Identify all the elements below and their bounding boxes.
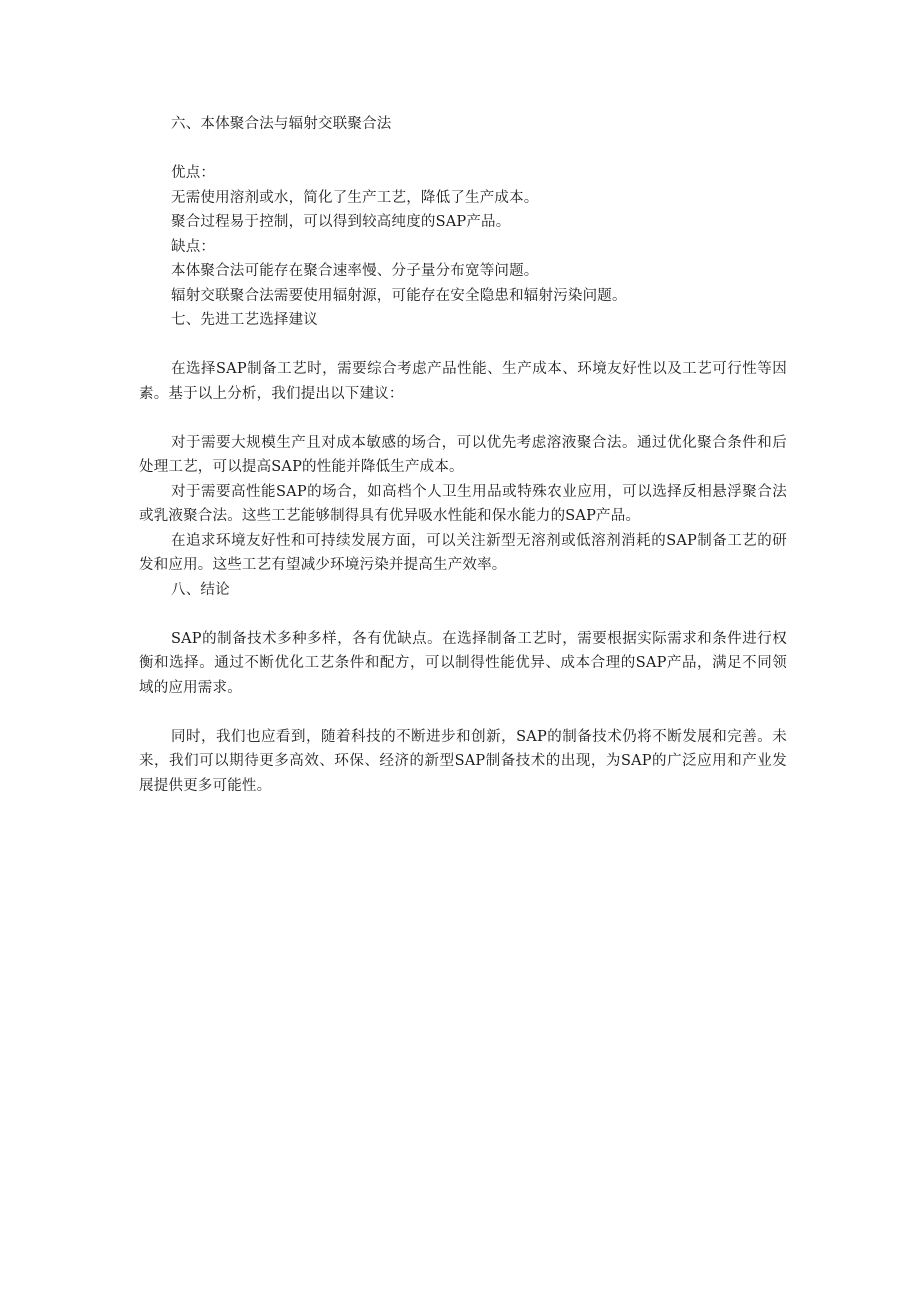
suggestion-paragraph: 在追求环境友好性和可持续发展方面，可以关注新型无溶剂或低溶剂消耗的SAP制备工艺的研发和应用。这些工艺有望减少环境污染并提高生产效率。 xyxy=(139,532,787,573)
conclusion-paragraph: 同时，我们也应看到，随着科技的不断进步和创新，SAP的制备技术仍将不断发展和完善。未来，我们可以期待更多高效、环保、经济的新型SAP制备技术的出现，为SAP的广泛应用和产业发展提供更多可能性。 xyxy=(139,728,787,794)
cons-item: 本体聚合法可能存在聚合速率慢、分子量分布宽等问题。 xyxy=(171,263,539,279)
section-6-heading: 六、本体聚合法与辐射交联聚合法 xyxy=(171,116,392,132)
conclusion-paragraph: SAP的制备技术多种多样，各有优缺点。在选择制备工艺时，需要根据实际需求和条件进行权衡和选择。通过不断优化工艺条件和配方，可以制得性能优异、成本合理的SAP产品，满足不同领域的应用需求。 xyxy=(139,630,787,696)
suggestion-paragraph: 对于需要高性能SAP的场合，如高档个人卫生用品或特殊农业应用，可以选择反相悬浮聚合法或乳液聚合法。这些工艺能够制得具有优异吸水性能和保水能力的SAP产品。 xyxy=(139,483,787,524)
section-7-intro: 在选择SAP制备工艺时，需要综合考虑产品性能、生产成本、环境友好性以及工艺可行性等因素。基于以上分析，我们提出以下建议： xyxy=(139,361,787,402)
pros-item: 无需使用溶剂或水，简化了生产工艺，降低了生产成本。 xyxy=(171,189,539,206)
cons-item: 辐射交联聚合法需要使用辐射源，可能存在安全隐患和辐射污染问题。 xyxy=(171,287,627,304)
cons-label: 缺点： xyxy=(171,238,216,255)
pros-label: 优点： xyxy=(171,165,216,181)
suggestion-paragraph: 对于需要大规模生产且对成本敏感的场合，可以优先考虑溶液聚合法。通过优化聚合条件和后处理工艺，可以提高SAP的性能并降低生产成本。 xyxy=(139,434,787,475)
section-8-heading: 八、结论 xyxy=(171,581,230,598)
document-body xyxy=(139,112,787,798)
pros-item: 聚合过程易于控制，可以得到较高纯度的SAP产品。 xyxy=(171,214,511,230)
section-7-heading: 七、先进工艺选择建议 xyxy=(171,312,318,328)
